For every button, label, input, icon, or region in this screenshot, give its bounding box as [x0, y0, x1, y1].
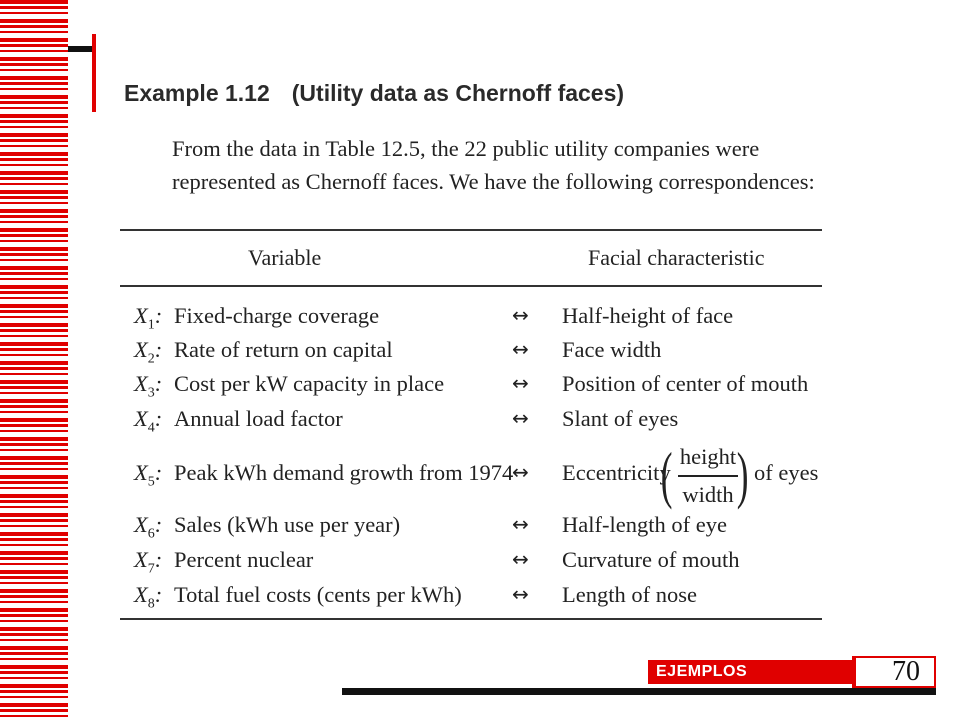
variable-id: $X_3$: — [134, 371, 163, 401]
variable-name: Fixed-charge coverage — [174, 303, 380, 328]
header-facial-characteristic: Facial characteristic — [588, 245, 765, 270]
variable-name: Total fuel costs (cents per kWh) — [174, 582, 462, 607]
header-variable: Variable — [248, 245, 322, 270]
correspondence-arrow-icon: ↔ — [512, 406, 529, 430]
facial-characteristic: Position of center of mouth — [562, 371, 809, 396]
variable-name: Peak kWh demand growth from 1974 — [174, 460, 514, 485]
correspondence-arrow-icon: ↔ — [512, 512, 529, 536]
table-row — [134, 582, 834, 616]
variable-id: $X_1$: — [134, 303, 163, 333]
footer-black-bar — [342, 688, 936, 695]
table-bottom-rule — [120, 618, 822, 620]
facial-characteristic-suffix: of eyes — [754, 460, 819, 485]
fraction-denominator: width — [682, 481, 734, 507]
correspondence-arrow-icon: ↔ — [512, 547, 529, 571]
variable-id: $X_5$: — [134, 460, 163, 490]
facial-characteristic: Face width — [562, 337, 662, 362]
correspondence-arrow-icon: ↔ — [512, 582, 529, 606]
table-row — [134, 547, 834, 581]
decorative-stripes — [0, 0, 68, 720]
table-row — [134, 439, 834, 510]
variable-name: Annual load factor — [174, 406, 343, 431]
variable-id: $X_6$: — [134, 512, 163, 542]
open-paren: ( — [660, 439, 673, 510]
table-header-rule — [120, 285, 822, 287]
variable-name: Rate of return on capital — [174, 337, 393, 362]
facial-characteristic: Curvature of mouth — [562, 547, 740, 572]
close-paren: ) — [736, 439, 749, 510]
variable-name: Percent nuclear — [174, 547, 314, 572]
table-row — [134, 406, 834, 440]
example-label: Example 1.12 — [124, 80, 270, 106]
table-row — [134, 371, 834, 405]
example-title: (Utility data as Chernoff faces) — [291, 80, 625, 106]
variable-id: $X_2$: — [134, 337, 163, 367]
table-row — [134, 512, 834, 546]
facial-characteristic: Eccentricity — [562, 460, 671, 485]
height-width-fraction — [678, 440, 738, 512]
variable-name: Sales (kWh use per year) — [174, 512, 401, 537]
footer-section-label: EJEMPLOS — [656, 663, 748, 680]
facial-characteristic: Length of nose — [562, 582, 697, 607]
page-number: 70 — [892, 656, 920, 687]
correspondence-arrow-icon: ↔ — [512, 303, 529, 327]
facial-characteristic: Slant of eyes — [562, 406, 679, 431]
example-heading — [124, 80, 624, 107]
fraction-bar — [678, 475, 738, 477]
table-row — [134, 303, 834, 337]
variable-id: $X_8$: — [134, 582, 163, 612]
table-row — [134, 337, 834, 371]
decorative-red-line — [92, 34, 96, 112]
intro-paragraph: From the data in Table 12.5, the 22 public utility companies were represented as Chernoff faces. We have the following correspondences: — [172, 136, 815, 194]
facial-characteristic: Half-height of face — [562, 303, 734, 328]
correspondence-arrow-icon: ↔ — [512, 337, 529, 361]
variable-name: Cost per kW capacity in place — [174, 371, 445, 396]
facial-characteristic: Half-length of eye — [562, 512, 727, 537]
fraction-numerator: height — [679, 444, 737, 469]
variable-id: $X_4$: — [134, 406, 163, 436]
variable-id: $X_7$: — [134, 547, 163, 577]
correspondence-arrow-icon: ↔ — [512, 371, 529, 395]
table-top-rule — [120, 229, 822, 231]
correspondence-arrow-icon: ↔ — [512, 460, 529, 484]
